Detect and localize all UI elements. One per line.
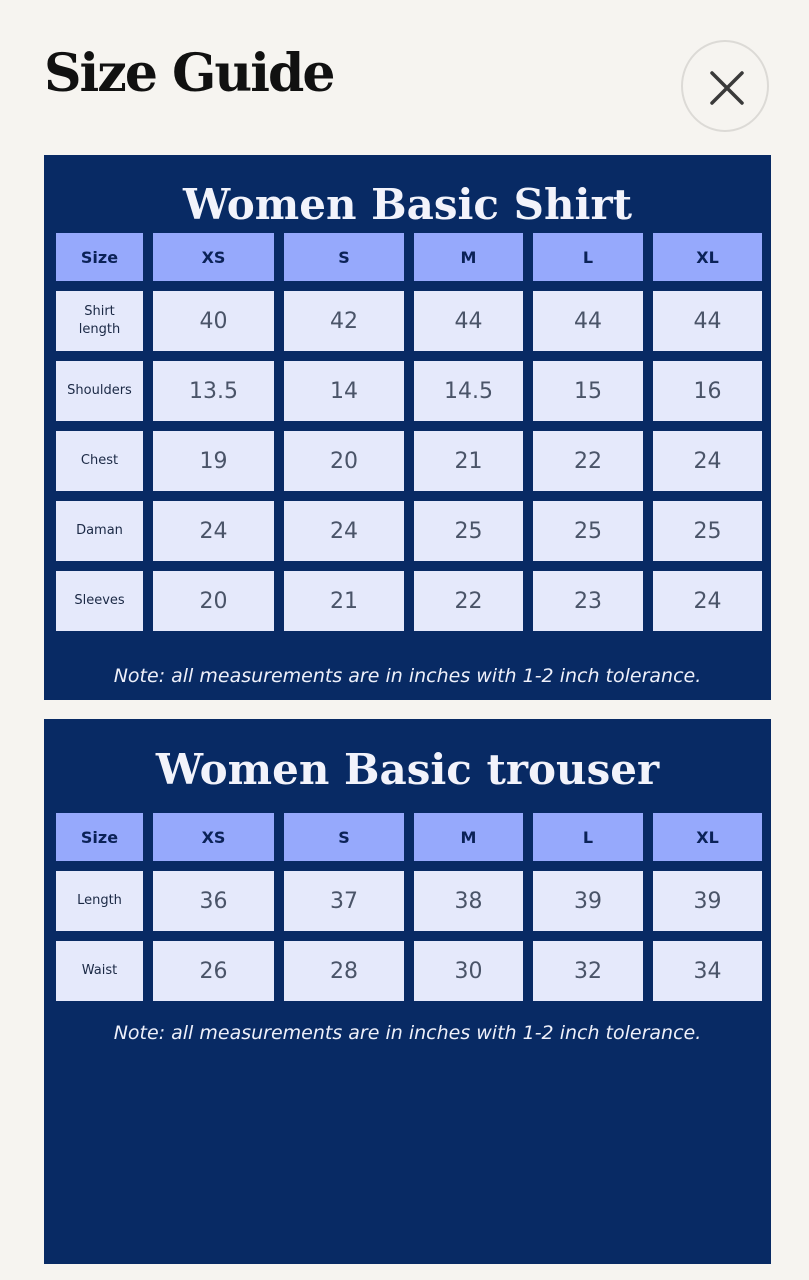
size-header-cell: S [284, 233, 404, 281]
measurement-value: 24 [153, 501, 274, 561]
measurement-value: 14 [284, 361, 404, 421]
size-header-cell: S [284, 813, 404, 861]
measurement-value: 21 [414, 431, 523, 491]
measurement-value: 25 [653, 501, 762, 561]
measurement-value: 22 [533, 431, 643, 491]
size-header-cell: M [414, 813, 523, 861]
measurement-value: 44 [653, 291, 762, 351]
measurement-label: Shirt length [56, 291, 143, 351]
table-row [56, 291, 760, 351]
measurement-value: 30 [414, 941, 523, 1001]
table-header-row [56, 813, 760, 861]
size-table [56, 813, 760, 1011]
measurement-value: 36 [153, 871, 274, 931]
measurement-value: 15 [533, 361, 643, 421]
measurement-value: 19 [153, 431, 274, 491]
measurement-value: 28 [284, 941, 404, 1001]
measurement-value: 16 [653, 361, 762, 421]
size-header-cell: M [414, 233, 523, 281]
size-column-header: Size [56, 813, 143, 861]
chart-note: Note: all measurements are in inches with 1-2 inch tolerance. [113, 1022, 702, 1044]
measurement-label: Length [56, 871, 143, 931]
chart-note: Note: all measurements are in inches with 1-2 inch tolerance. [113, 665, 702, 687]
size-header-cell: XS [153, 233, 274, 281]
measurement-value: 39 [653, 871, 762, 931]
measurement-label: Waist [56, 941, 143, 1001]
measurement-value: 42 [284, 291, 404, 351]
measurement-value: 38 [414, 871, 523, 931]
size-header-cell: L [533, 233, 643, 281]
measurement-label: Chest [56, 431, 143, 491]
measurement-value: 37 [284, 871, 404, 931]
table-row [56, 361, 760, 421]
measurement-value: 24 [284, 501, 404, 561]
measurement-value: 23 [533, 571, 643, 631]
measurement-value: 44 [533, 291, 643, 351]
size-header-cell: XS [153, 813, 274, 861]
measurement-value: 21 [284, 571, 404, 631]
measurement-value: 24 [653, 571, 762, 631]
measurement-value: 32 [533, 941, 643, 1001]
measurement-label: Daman [56, 501, 143, 561]
measurement-value: 25 [533, 501, 643, 561]
table-row [56, 571, 760, 631]
size-header-cell: XL [653, 233, 762, 281]
measurement-value: 34 [653, 941, 762, 1001]
page-title: Size Guide [44, 43, 334, 104]
table-row [56, 941, 760, 1001]
table-row [56, 871, 760, 931]
measurement-value: 22 [414, 571, 523, 631]
close-icon [710, 71, 744, 105]
measurement-value: 13.5 [153, 361, 274, 421]
size-header-cell: XL [653, 813, 762, 861]
table-header-row [56, 233, 760, 281]
measurement-value: 20 [153, 571, 274, 631]
size-header-cell: L [533, 813, 643, 861]
measurement-value: 25 [414, 501, 523, 561]
measurement-value: 24 [653, 431, 762, 491]
measurement-value: 26 [153, 941, 274, 1001]
measurement-value: 39 [533, 871, 643, 931]
measurement-value: 44 [414, 291, 523, 351]
chart-title: Women Basic Shirt [183, 180, 632, 229]
size-table [56, 233, 760, 641]
table-row [56, 431, 760, 491]
measurement-value: 20 [284, 431, 404, 491]
table-row [56, 501, 760, 561]
size-column-header: Size [56, 233, 143, 281]
close-button[interactable] [681, 40, 769, 132]
chart-title: Women Basic trouser [155, 745, 660, 794]
measurement-value: 40 [153, 291, 274, 351]
measurement-label: Sleeves [56, 571, 143, 631]
size-chart-trouser [44, 719, 771, 1264]
measurement-label: Shoulders [56, 361, 143, 421]
size-chart-shirt [44, 155, 771, 700]
measurement-value: 14.5 [414, 361, 523, 421]
